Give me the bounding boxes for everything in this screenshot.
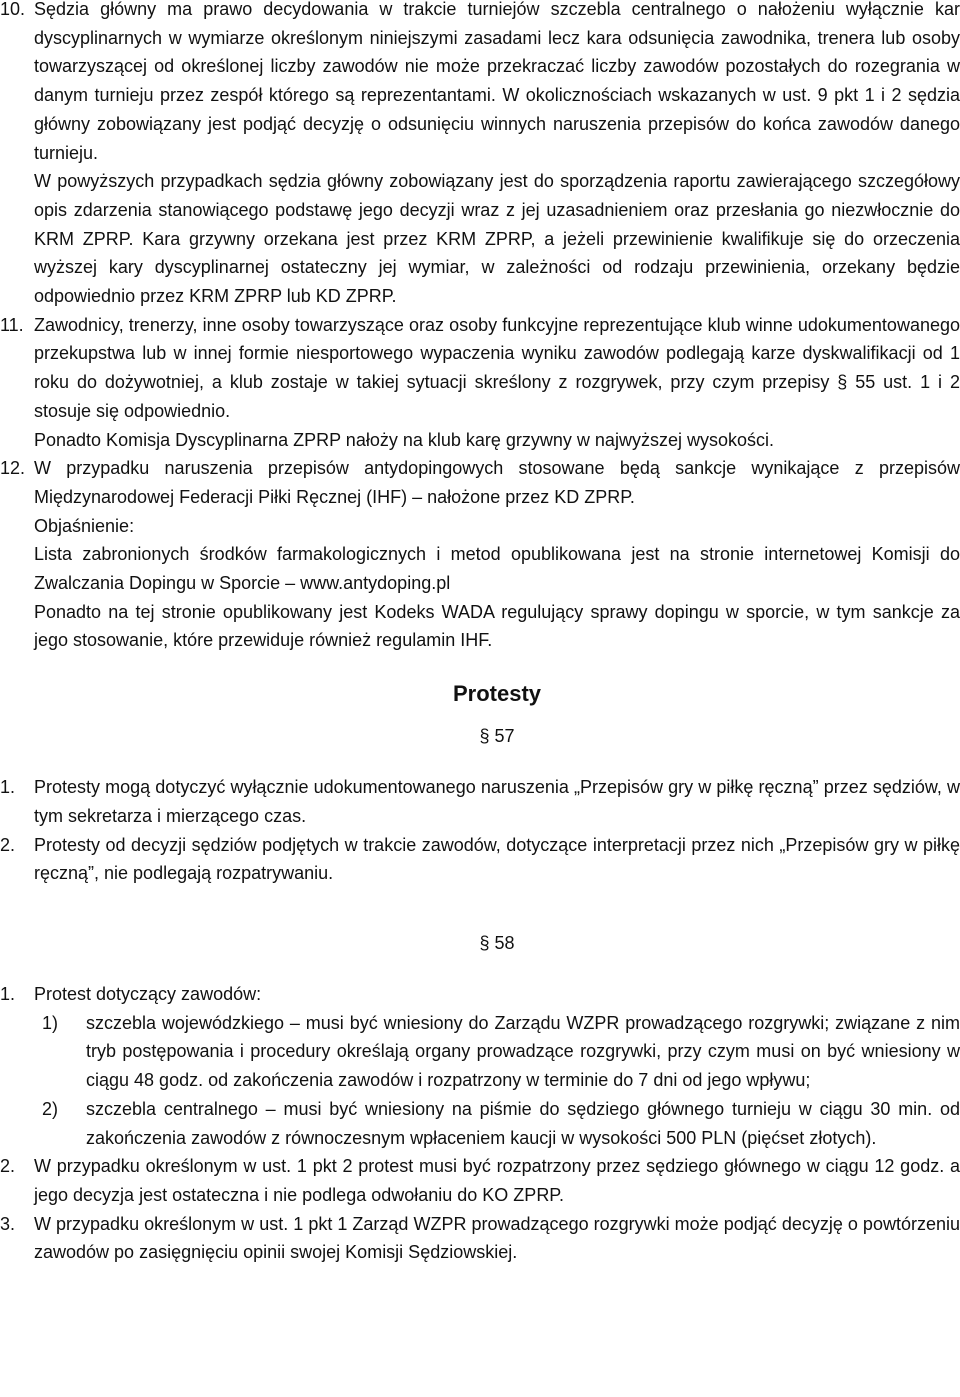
list-item-10 <box>0 0 960 311</box>
item-body <box>34 773 960 830</box>
item-body <box>34 980 960 1009</box>
sub-item-body <box>86 1095 960 1152</box>
list-item-11 <box>0 311 960 455</box>
item-body <box>34 1152 960 1209</box>
item-number: 3. <box>0 1213 16 1234</box>
paragraph: W przypadku określonym w ust. 1 pkt 1 Zarząd WZPR prowadzącego rozgrywki może podjąć decyzję o powtórzeniu zawodów po zasięgnięciu opinii swojej Komisji Sędziowskiej. <box>34 1213 960 1263</box>
item-number: 12. <box>0 458 26 479</box>
section-number-58: § 58 <box>479 932 515 953</box>
item-number: 10. <box>0 0 26 19</box>
paragraph: Ponadto Komisja Dyscyplinarna ZPRP nałoży na klub karę grzywny w najwyższej wysokości. <box>34 429 774 450</box>
paragraph: Ponadto na tej stronie opublikowany jest Kodeks WADA regulujący sprawy dopingu w sporcie, w tym sankcje za jego stosowanie, które przewiduje również regulamin IHF. <box>34 601 960 651</box>
list-item-12 <box>0 454 960 655</box>
item-number: 2. <box>0 834 16 855</box>
paragraph: Protesty mogą dotyczyć wyłącznie udokumentowanego naruszenia „Przepisów gry w piłkę ręczną” przez sędziów, w tym sekretarza i mierzącego czas. <box>34 777 960 826</box>
sub-item-body <box>86 1009 960 1095</box>
sub-item-number: 2) <box>42 1098 59 1119</box>
paragraph: Lista zabronionych środków farmakologicznych i metod opublikowana jest na stronie internetowej Komisji do Zwalczania Dopingu w Sporcie – www.antydoping.pl <box>34 544 960 594</box>
item-body <box>34 1210 960 1267</box>
paragraph: Protest dotyczący zawodów: <box>34 983 262 1004</box>
item-body <box>34 0 960 311</box>
item-number: 1. <box>0 983 16 1004</box>
paragraph: Sędzia główny ma prawo decydowania w trakcie turniejów szczebla centralnego o nałożeniu wyłącznie kar dyscyplinarnych w wymiarze określonym niniejszymi zasadami lecz kara odsunięcia zawodnika, trenera lub osoby towarzyszącej od określonej liczby zawodów nie może przekraczać liczby zawodów pozostałych do rozegrania w danym turnieju przez zespół którego są reprezentantami. W okolicznościach wskazanych w ust. 9 pkt 1 i 2 sędzia główny zobowiązany jest podjąć decyzję o odsunięciu winnych naruszenia przepisów do końca zawodów danego turnieju. <box>34 0 960 163</box>
section-number-57: § 57 <box>479 726 515 747</box>
paragraph: Zawodnicy, trenerzy, inne osoby towarzyszące oraz osoby funkcyjne reprezentujące klub winne udokumentowanego przekupstwa lub w innej formie niesportowego wypaczenia wyniku zawodów podlegają karze dyskwalifikacji od 1 roku do dożywotniej, a klub zostaje w takiej sytuacji skreślony z rozgrywek, przy czym przepisy § 55 ust. 1 i 2 stosuje się odpowiednio. <box>34 314 960 421</box>
list-item-58-1 <box>0 980 960 1009</box>
paragraph: szczebla centralnego – musi być wniesiony na piśmie do sędziego głównego turnieju w ciągu 30 min. od zakończenia zawodów z równoczesnym wpłaceniem kaucji w wysokości 500 PLN (pięćset złotych). <box>86 1098 960 1148</box>
item-body <box>34 454 960 655</box>
item-number: 2. <box>0 1156 16 1177</box>
paragraph: W przypadku naruszenia przepisów antydopingowych stosowane będą sankcje wynikające z przepisów Międzynarodowej Federacji Piłki Ręcznej (IHF) – nałożone przez KD ZPRP. <box>34 458 960 507</box>
explanation-label: Objaśnienie: <box>34 515 135 536</box>
paragraph: W przypadku określonym w ust. 1 pkt 2 protest musi być rozpatrzony przez sędziego głównego w ciągu 12 godz. a jego decyzja jest ostateczna i nie podlega odwołaniu do KO ZPRP. <box>34 1156 960 1205</box>
sub-item-2 <box>0 1095 960 1152</box>
paragraph: Protesty od decyzji sędziów podjętych w trakcie zawodów, dotyczące interpretacji przez nich „Przepisów gry w piłkę ręczną”, nie podlegają rozpatrywaniu. <box>34 834 960 884</box>
sub-item-1 <box>0 1009 960 1095</box>
section-title: Protesty <box>452 681 542 707</box>
paragraph: W powyższych przypadkach sędzia główny zobowiązany jest do sporządzenia raportu zawierającego szczegółowy opis zdarzenia stanowiącego podstawę jego decyzji wraz z jej uzasadnieniem oraz przesłania go niezwłocznie do KRM ZPRP. Kara grzywny orzekana jest przez KRM ZPRP, a jeżeli przewinienie kwalifikuje się do orzeczenia wyższej kary dyscyplinarnej ostateczny jej wymiar, w zależności od rodzaju przewinienia, orzekany będzie odpowiednio przez KRM ZPRP lub KD ZPRP. <box>34 171 960 307</box>
list-item-57-1 <box>0 773 960 830</box>
item-number: 1. <box>0 777 16 798</box>
list-item-58-2 <box>0 1152 960 1209</box>
sub-item-number: 1) <box>42 1012 59 1033</box>
item-number: 11. <box>0 314 24 335</box>
list-item-58-3 <box>0 1210 960 1267</box>
item-body <box>34 831 960 888</box>
paragraph: szczebla wojewódzkiego – musi być wniesiony do Zarządu WZPR prowadzącego rozgrywki; związane z nim tryb postępowania i procedury określają organy prowadzące rozgrywki, przy czym musi on być wniesiony w ciągu 48 godz. od zakończenia zawodów i rozpatrzony w terminie do 7 dni od jego wpływu; <box>86 1012 960 1091</box>
list-item-57-2 <box>0 831 960 888</box>
item-body <box>34 311 960 455</box>
